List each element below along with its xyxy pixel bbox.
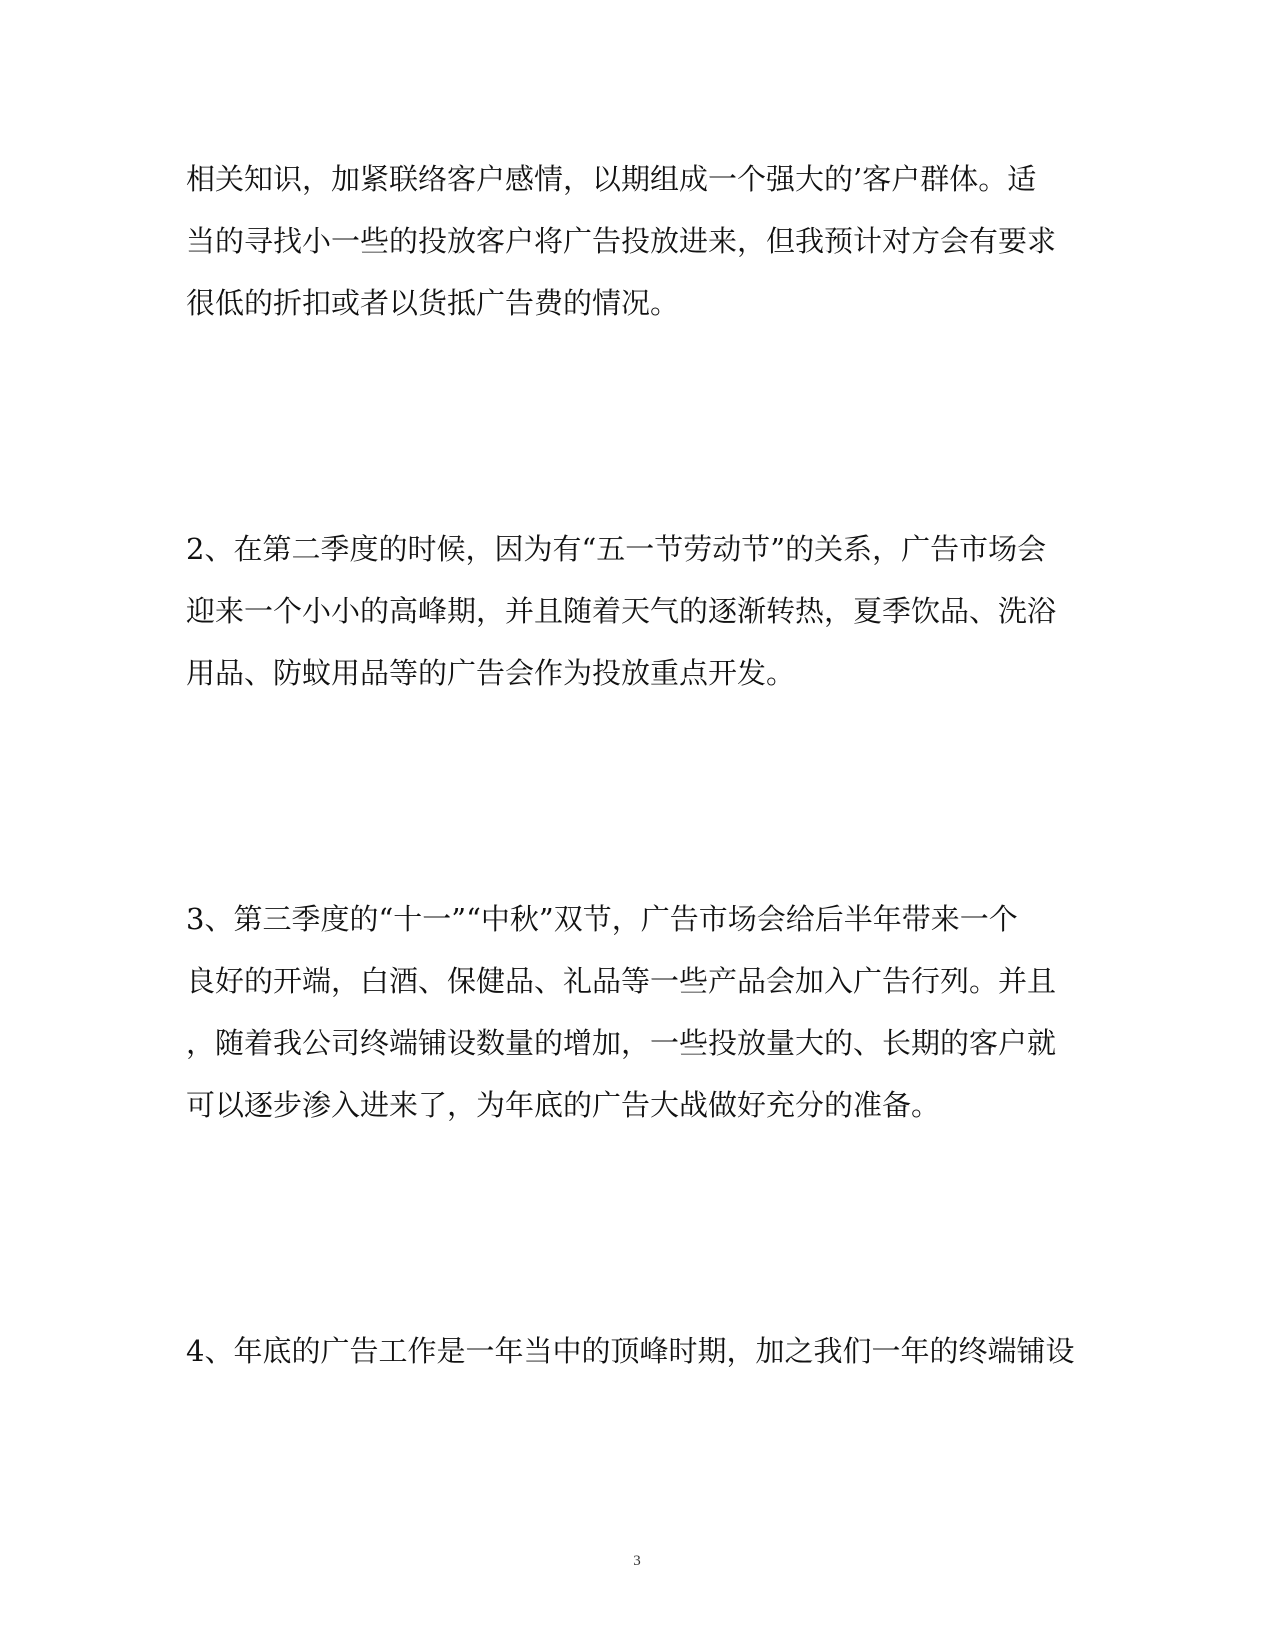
text-line: 当的寻找小一些的投放客户将广告投放进来，但我预计对方会有要求 — [186, 224, 1057, 258]
text-line: 迎来一个小小的高峰期，并且随着天气的逐渐转热，夏季饮品、洗浴 — [186, 594, 1057, 628]
text-line: 很低的折扣或者以货抵广告费的情况。 — [186, 286, 680, 320]
text-line: 用品、防蚊用品等的广告会作为投放重点开发。 — [186, 656, 796, 690]
text-line: 4、年底的广告工作是一年当中的顶峰时期，加之我们一年的终端铺设 — [186, 1334, 1075, 1368]
text-line: ，随着我公司终端铺设数量的增加，一些投放量大的、长期的客户就 — [186, 1026, 1057, 1060]
text-line: 可以逐步渗入进来了，为年底的广告大战做好充分的准备。 — [186, 1088, 941, 1122]
text-line: 相关知识，加紧联络客户感情，以期组成一个强大的’客户群体。适 — [186, 162, 1037, 196]
text-line: 良好的开端，白酒、保健品、礼品等一些产品会加入广告行列。并且 — [186, 964, 1057, 998]
text-line: 3、第三季度的“十一”“中秋”双节，广告市场会给后半年带来一个 — [186, 902, 1018, 936]
page-number: 3 — [633, 1553, 641, 1569]
text-line: 2、在第二季度的时候，因为有“五一节劳动节”的关系，广告市场会 — [186, 532, 1047, 566]
